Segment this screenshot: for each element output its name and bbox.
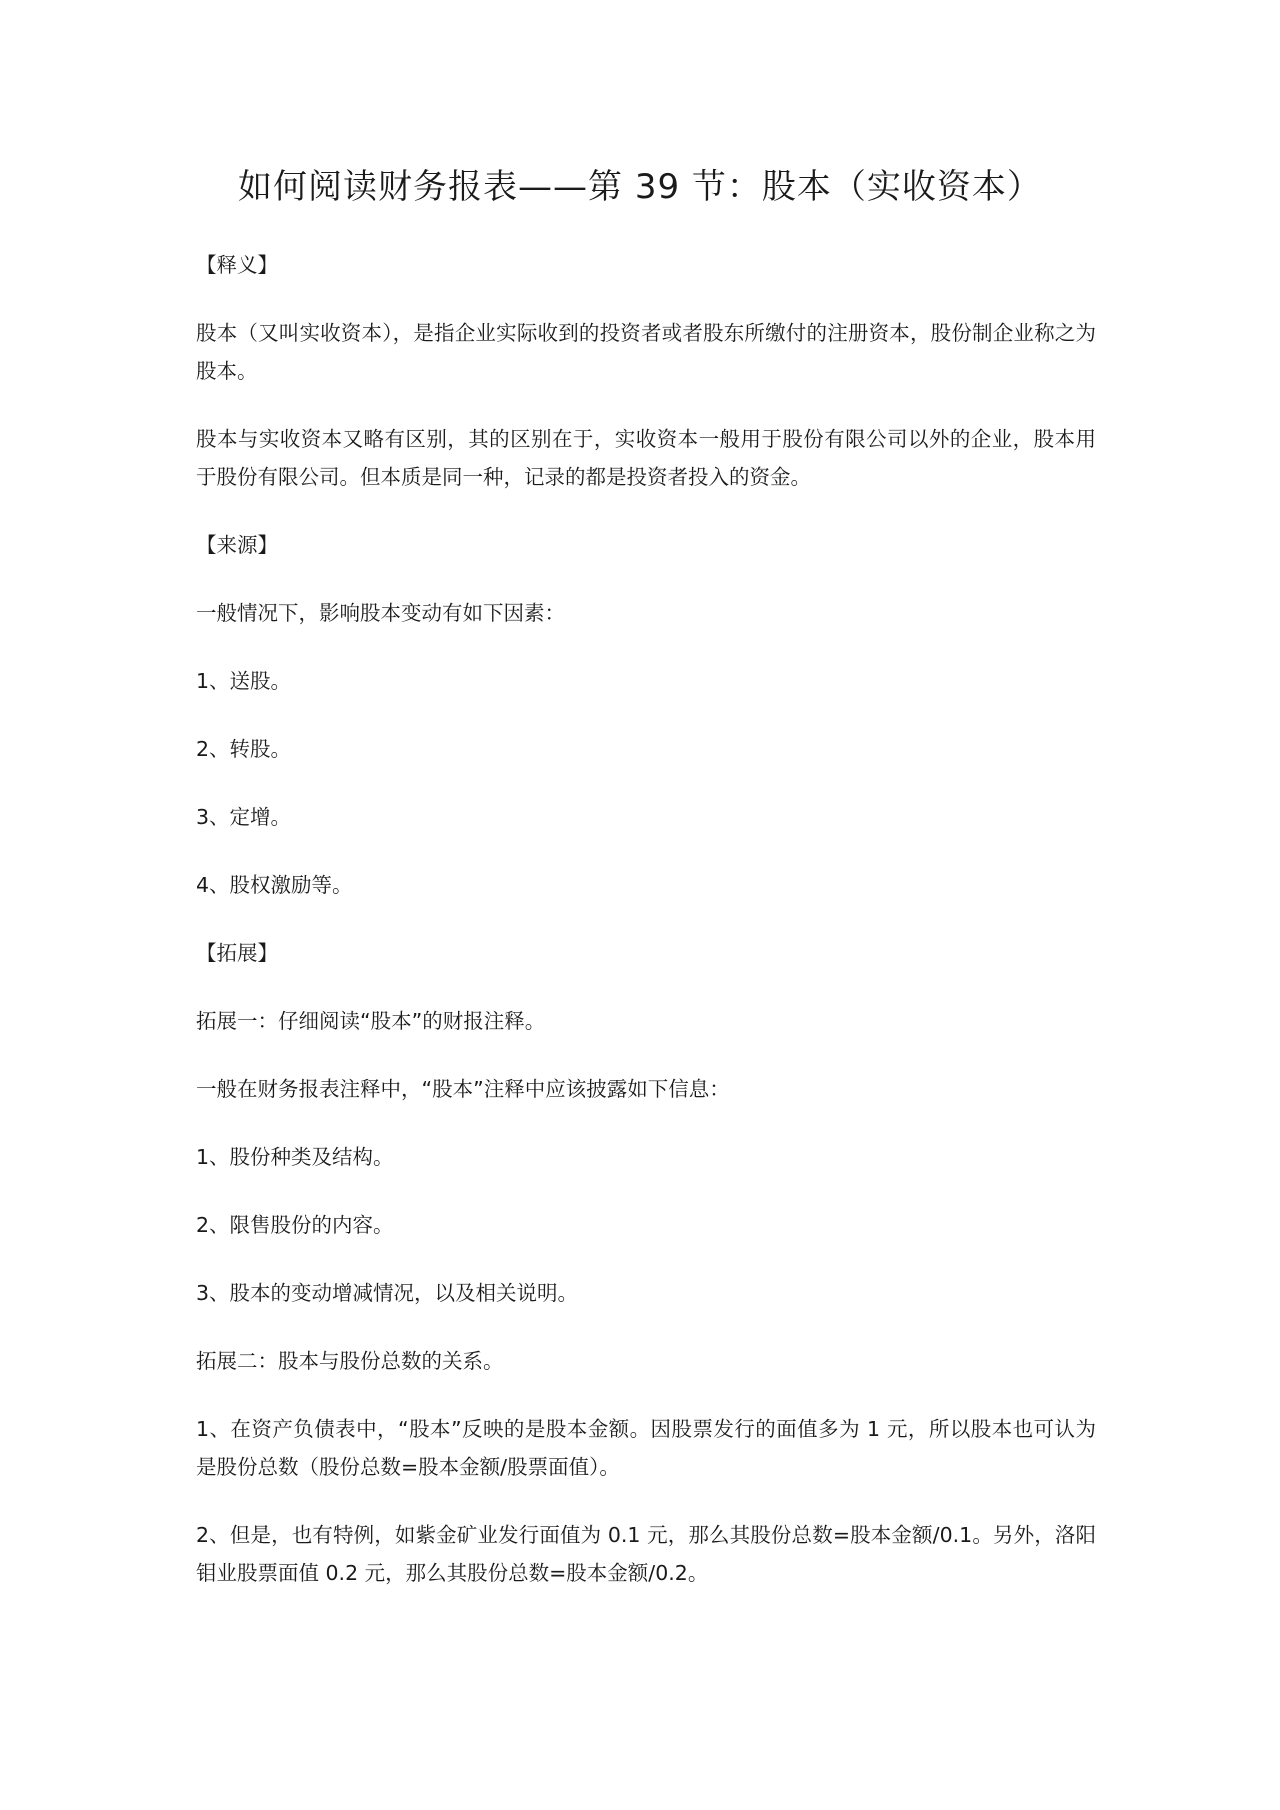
document-body: [196, 246, 1096, 1622]
list-item: 3、定增。: [196, 805, 292, 829]
list-item: 1、在资产负债表中，“股本”反映的是股本金额。因股票发行的面值多为 1 元，所以股本也可认为是股份总数（股份总数=股本金额/股票面值）。: [196, 1417, 1096, 1479]
section-heading-extension: 【拓展】: [196, 941, 278, 965]
paragraph: 拓展一：仔细阅读“股本”的财报注释。: [196, 1009, 546, 1033]
list-item: 1、送股。: [196, 669, 292, 693]
list-item: 2、限售股份的内容。: [196, 1213, 394, 1237]
paragraph: 一般在财务报表注释中，“股本”注释中应该披露如下信息：: [196, 1077, 730, 1101]
paragraph: 股本与实收资本又略有区别，其的区别在于，实收资本一般用于股份有限公司以外的企业，股本用于股份有限公司。但本质是同一种，记录的都是投资者投入的资金。: [196, 427, 1096, 489]
list-item: 2、但是，也有特例，如紫金矿业发行面值为 0.1 元，那么其股份总数=股本金额/0.1。另外，洛阳钼业股票面值 0.2 元，那么其股份总数=股本金额/0.2。: [196, 1523, 1096, 1585]
list-item: 3、股本的变动增减情况，以及相关说明。: [196, 1281, 579, 1305]
paragraph: 一般情况下，影响股本变动有如下因素：: [196, 601, 565, 625]
section-heading-source: 【来源】: [196, 533, 278, 557]
paragraph: 拓展二：股本与股份总数的关系。: [196, 1349, 504, 1373]
list-item: 2、转股。: [196, 737, 292, 761]
section-heading-definition: 【释义】: [196, 253, 278, 277]
document-title: 如何阅读财务报表——第 39 节：股本（实收资本）: [238, 167, 1042, 207]
list-item: 1、股份种类及结构。: [196, 1145, 394, 1169]
list-item: 4、股权激励等。: [196, 873, 353, 897]
paragraph: 股本（又叫实收资本），是指企业实际收到的投资者或者股东所缴付的注册资本，股份制企业称之为股本。: [196, 321, 1096, 383]
